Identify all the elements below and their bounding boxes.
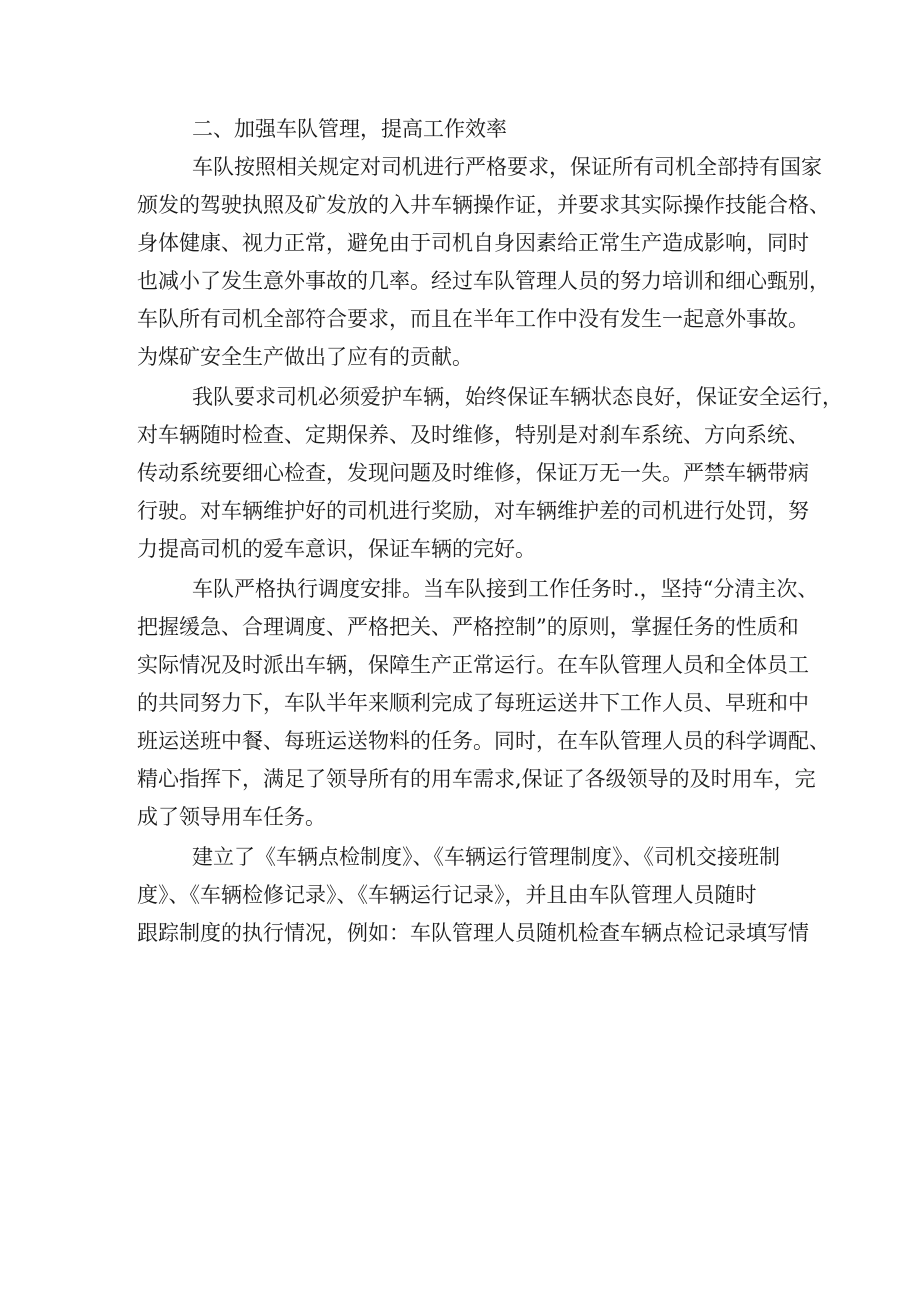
paragraph	[137, 148, 830, 376]
paragraph-line: 实际情况及时派出车辆，保障生产正常运行。在车队管理人员和全体员工	[137, 653, 809, 677]
paragraph-line: 车队按照相关规定对司机进行严格要求，保证所有司机全部持有国家	[192, 155, 822, 179]
paragraph-line: 也减小了发生意外事故的几率。经过车队管理人员的努力培训和细心甄别，	[137, 269, 830, 293]
paragraph-line: 跟踪制度的执行情况，例如：车队管理人员随机检查车辆点检记录填写情	[137, 921, 809, 945]
paragraph-line: 为煤矿安全生产做出了应有的贡献。	[137, 345, 473, 369]
paragraph-line: 班运送班中餐、每班运送物料的任务。同时，在车队管理人员的科学调配、	[137, 729, 830, 753]
paragraph-line: 把握缓急、合理调度、严格把关、严格控制”的原则，掌握任务的性质和	[137, 615, 799, 639]
paragraph-line: 建立了《车辆点检制度》、《车辆运行管理制度》、《司机交接班制	[192, 845, 780, 869]
paragraph	[137, 378, 843, 568]
document-body	[137, 110, 843, 952]
paragraph-line: 身体健康、视力正常，避免由于司机自身因素给正常生产造成影响，同时	[137, 231, 809, 255]
paragraph-line: 精心指挥下，满足了领导所有的用车需求,保证了各级领导的及时用车，完	[137, 767, 816, 791]
paragraph	[137, 570, 830, 836]
paragraph-line: 对车辆随时检查、定期保养、及时维修，特别是对刹车系统、方向系统、	[137, 423, 809, 447]
paragraph-line: 力提高司机的爱车意识，保证车辆的完好。	[137, 537, 536, 561]
paragraph-line: 车队严格执行调度安排。当车队接到工作任务时.，坚持“分清主次、	[192, 577, 819, 601]
paragraph-line: 成了领导用车任务。	[137, 805, 326, 829]
paragraph-line: 传动系统要细心检查，发现问题及时维修，保证万无一失。严禁车辆带病	[137, 461, 809, 485]
paragraph	[137, 838, 809, 952]
paragraph-line: 的共同努力下，车队半年来顺利完成了每班运送井下工作人员、早班和中	[137, 691, 809, 715]
paragraph-list	[137, 148, 843, 952]
paragraph-line: 颁发的驾驶执照及矿发放的入井车辆操作证，并要求其实际操作技能合格、	[137, 193, 830, 217]
section-heading: 二、加强车队管理，提高工作效率	[192, 117, 507, 141]
paragraph-line: 度》、《车辆检修记录》、《车辆运行记录》，并且由车队管理人员随时	[137, 883, 757, 907]
paragraph-line: 车队所有司机全部符合要求，而且在半年工作中没有发生一起意外事故。	[137, 307, 809, 331]
paragraph-line: 行驶。对车辆维护好的司机进行奖励，对车辆维护差的司机进行处罚，努	[137, 499, 809, 523]
paragraph-line: 我队要求司机必须爱护车辆，始终保证车辆状态良好，保证安全运行，	[192, 385, 843, 409]
